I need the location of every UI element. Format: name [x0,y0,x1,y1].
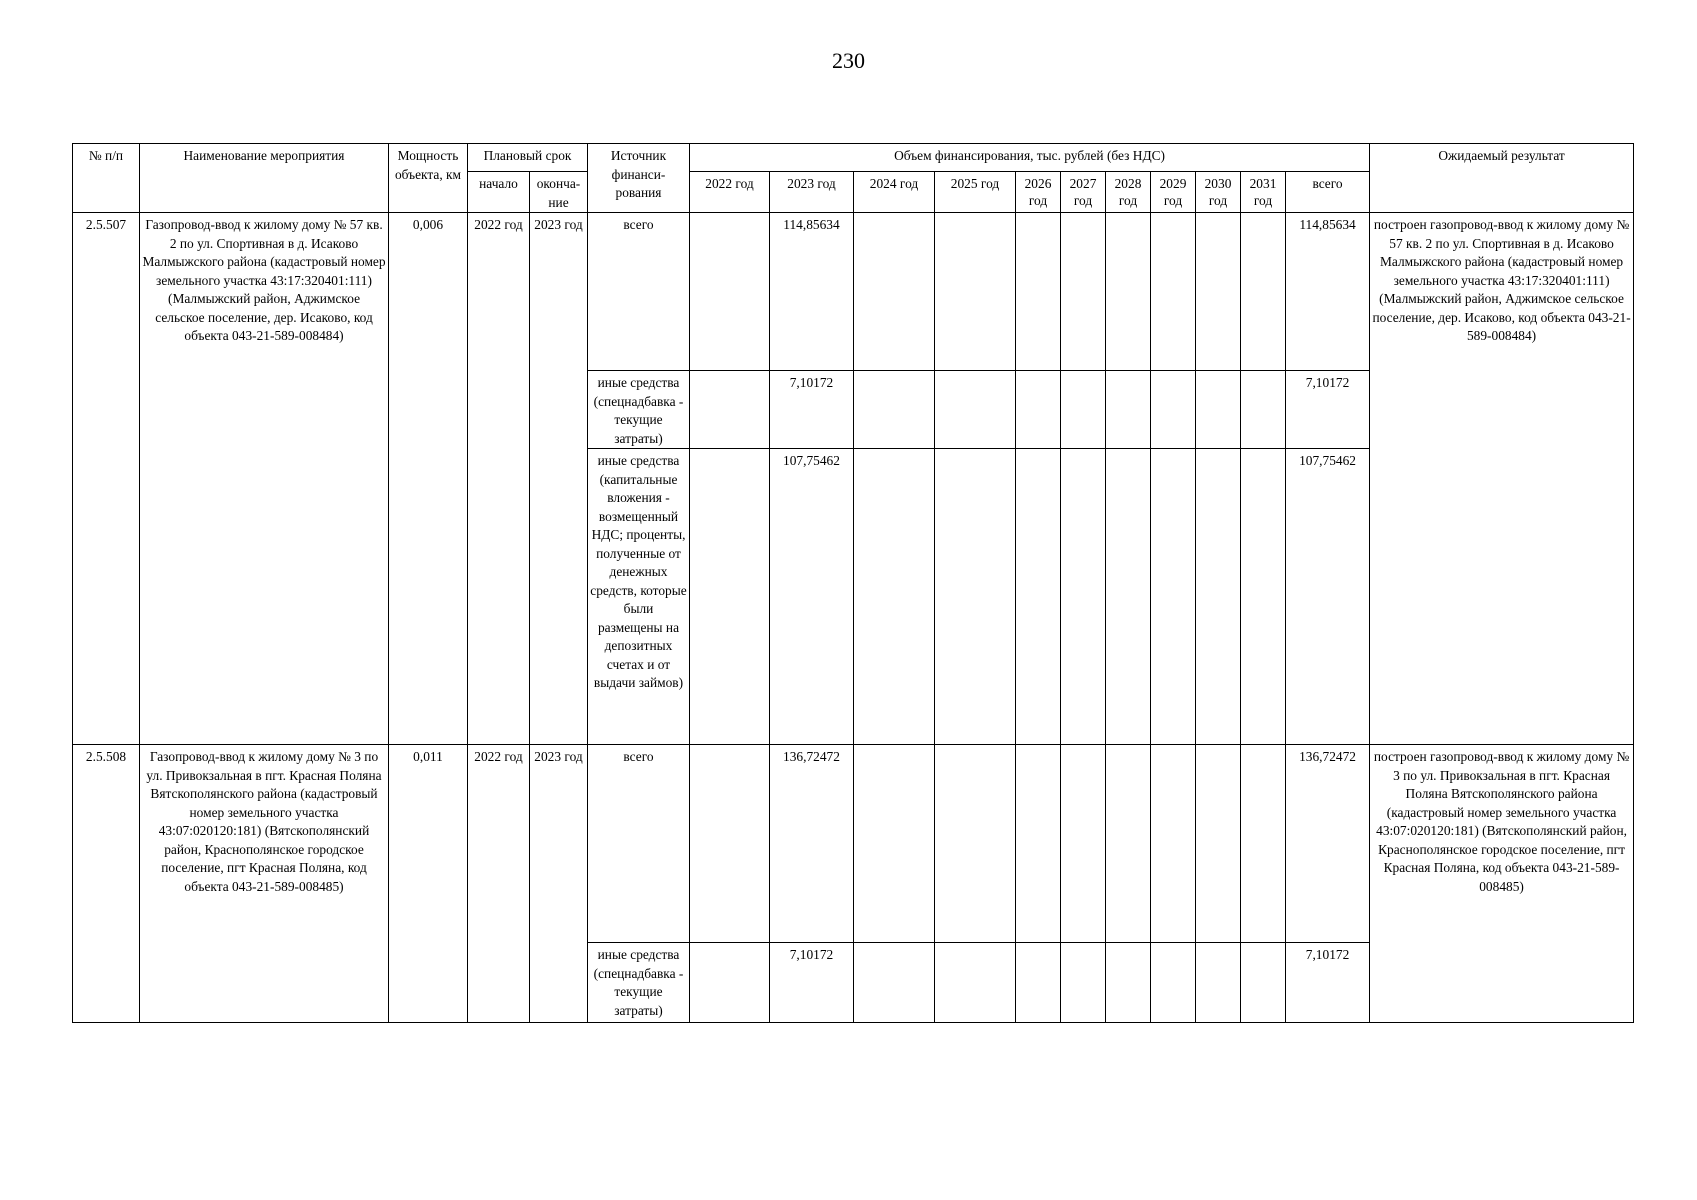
row-result: построен газопровод-ввод к жилому дому № 3 по ул. Привокзальная в пгт. Красная Поляна Вятскополянского района (кадастровый номер земельного участка 43:07:020120:181) (Вятскополянский район, Краснополянское городское поселение, пгт Красная Поляна, код объекта 043-21-589-008485) [1370,745,1634,1023]
cell-2027 [1061,449,1106,745]
cell-2031 [1241,449,1286,745]
cell-2029 [1151,943,1196,1023]
cell-total: 7,10172 [1286,943,1370,1023]
row-source: всего [588,213,690,371]
cell-2031 [1241,371,1286,449]
cell-2022 [690,371,770,449]
row-name: Газопровод-ввод к жилому дому № 57 кв. 2 по ул. Спортивная в д. Исаково Малмыжского района (кадастровый номер земельного участка 43:17:320401:111) (Малмыжский район, Аджимское сельское поселение, дер. Исаково, код объекта 043-21-589-008484) [140,213,389,745]
cell-2027 [1061,943,1106,1023]
cell-2027 [1061,213,1106,371]
cell-2028 [1106,745,1151,943]
cell-2024 [854,213,935,371]
row-start: 2022 год [468,213,530,745]
cell-2029 [1151,745,1196,943]
header-source: Источник финанси-рования [588,144,690,213]
header-year: 2028 год [1106,172,1151,213]
header-year: 2031 год [1241,172,1286,213]
row-source: всего [588,745,690,943]
cell-2028 [1106,213,1151,371]
row-capacity: 0,006 [389,213,468,745]
cell-total: 136,72472 [1286,745,1370,943]
cell-2026 [1016,745,1061,943]
cell-2030 [1196,943,1241,1023]
cell-2024 [854,449,935,745]
cell-2024 [854,371,935,449]
cell-2031 [1241,745,1286,943]
header-year: 2023 год [770,172,854,213]
cell-2030 [1196,745,1241,943]
header-result: Ожидаемый результат [1370,144,1634,213]
row-name: Газопровод-ввод к жилому дому № 3 по ул. Привокзальная в пгт. Красная Поляна Вятскополянского района (кадастровый номер земельного участка 43:07:020120:181) (Вятскополянский район, Краснополянское городское поселение, пгт Красная Поляна, код объекта 043-21-589-008485) [140,745,389,1023]
header-year: 2025 год [935,172,1016,213]
cell-2028 [1106,449,1151,745]
row-source: иные средства (спецнадбавка - текущие затраты) [588,371,690,449]
header-capacity: Мощность объекта, км [389,144,468,213]
cell-total: 114,85634 [1286,213,1370,371]
row-result: построен газопровод-ввод к жилому дому № 57 кв. 2 по ул. Спортивная в д. Исаково Малмыжского района (кадастровый номер земельного участка 43:17:320401:111) (Малмыжский район, Аджимское сельское поселение, дер. Исаково, код объекта 043-21-589-008484) [1370,213,1634,745]
cell-2031 [1241,943,1286,1023]
row-end: 2023 год [530,213,588,745]
header-num: № п/п [73,144,140,213]
row-start: 2022 год [468,745,530,1023]
table-row [73,213,1634,371]
table-header [73,144,1634,213]
header-name: Наименование мероприятия [140,144,389,213]
cell-2025 [935,745,1016,943]
cell-2029 [1151,449,1196,745]
page-number: 230 [832,48,865,73]
cell-2028 [1106,943,1151,1023]
cell-2030 [1196,371,1241,449]
row-num: 2.5.507 [73,213,140,745]
header-total: всего [1286,172,1370,213]
cell-2025 [935,371,1016,449]
header-year: 2024 год [854,172,935,213]
cell-2026 [1016,449,1061,745]
cell-2022 [690,449,770,745]
cell-2025 [935,213,1016,371]
cell-2026 [1016,371,1061,449]
row-end: 2023 год [530,745,588,1023]
financing-table [72,143,1634,1023]
header-year: 2029 год [1151,172,1196,213]
cell-2030 [1196,213,1241,371]
cell-2023: 7,10172 [770,943,854,1023]
cell-2028 [1106,371,1151,449]
header-year: 2027 год [1061,172,1106,213]
table-row [73,745,1634,943]
row-capacity: 0,011 [389,745,468,1023]
cell-2031 [1241,213,1286,371]
cell-2022 [690,943,770,1023]
row-source: иные средства (спецнадбавка - текущие затраты) [588,943,690,1023]
cell-2023: 136,72472 [770,745,854,943]
cell-2022 [690,745,770,943]
header-year: 2030 год [1196,172,1241,213]
cell-2030 [1196,449,1241,745]
cell-2029 [1151,213,1196,371]
header-financing: Объем финансирования, тыс. рублей (без НДС) [690,144,1370,172]
header-start: начало [468,172,530,213]
cell-2026 [1016,213,1061,371]
header-end: оконча-ние [530,172,588,213]
cell-2023: 7,10172 [770,371,854,449]
cell-total: 7,10172 [1286,371,1370,449]
header-year: 2022 год [690,172,770,213]
cell-2027 [1061,745,1106,943]
cell-2024 [854,943,935,1023]
cell-2026 [1016,943,1061,1023]
row-num: 2.5.508 [73,745,140,1023]
cell-2025 [935,449,1016,745]
header-year: 2026 год [1016,172,1061,213]
cell-2024 [854,745,935,943]
cell-2023: 114,85634 [770,213,854,371]
cell-2022 [690,213,770,371]
cell-2027 [1061,371,1106,449]
cell-2023: 107,75462 [770,449,854,745]
cell-2025 [935,943,1016,1023]
cell-2029 [1151,371,1196,449]
row-source: иные средства (капитальные вложения - возмещенный НДС; проценты, полученные от денежных средств, которые были размещены на депозитных счетах и от выдачи займов) [588,449,690,745]
header-planned-term: Плановый срок [468,144,588,172]
cell-total: 107,75462 [1286,449,1370,745]
